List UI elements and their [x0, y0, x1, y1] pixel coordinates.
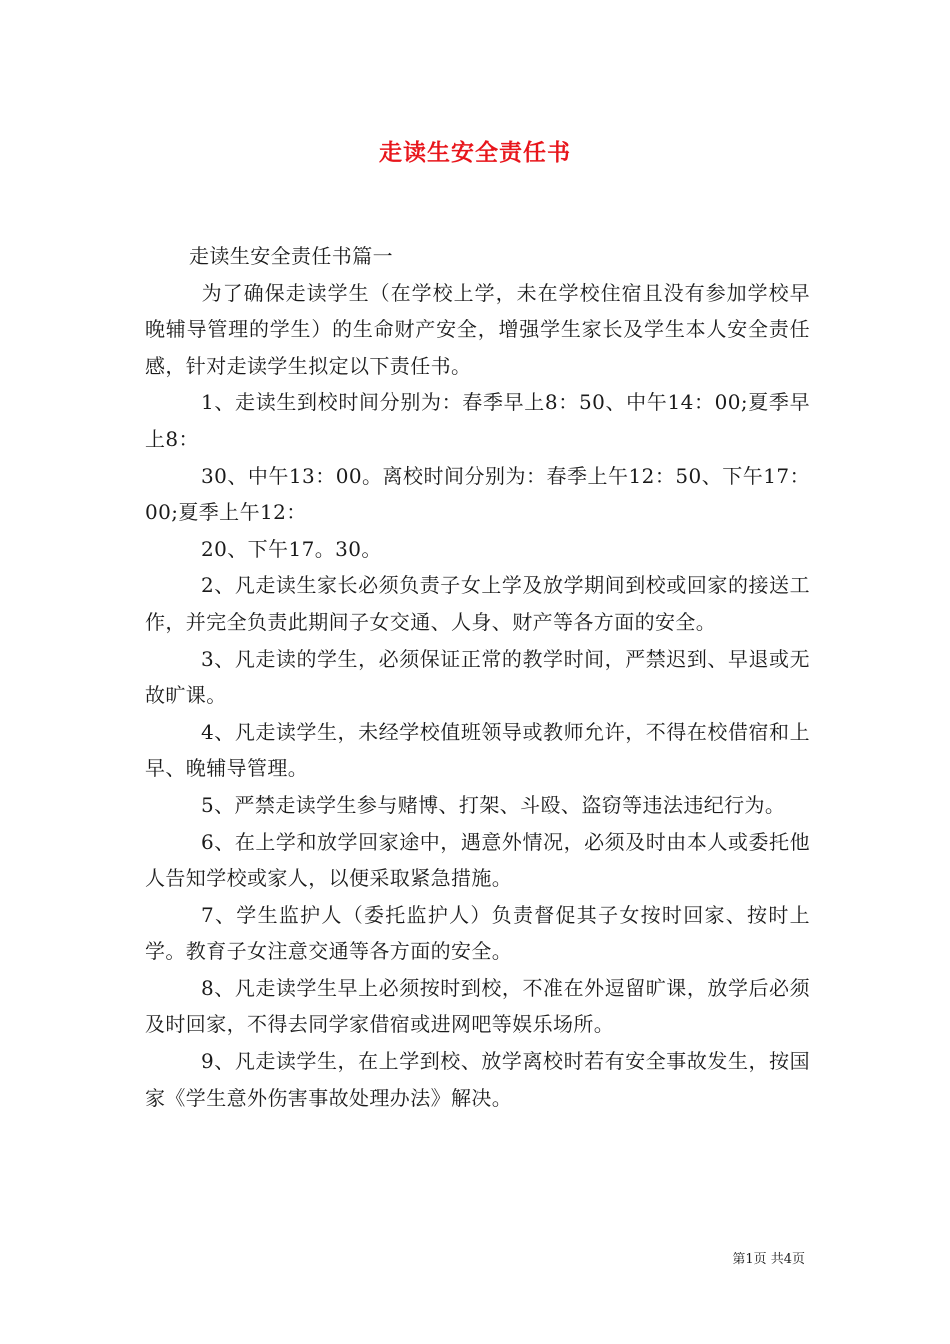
document-paragraph	[145, 275, 810, 385]
document-paragraph	[145, 567, 810, 640]
page-number-footer: 第1页 共4页	[732, 1252, 805, 1267]
paragraph-text: 9、凡走读学生，在上学到校、放学离校时若有安全事故发生，按国家《学生意外伤害事故处理办法》解决。	[145, 1049, 810, 1110]
paragraph-text: 1、走读生到校时间分别为：春季早上8：50、中午14：00;夏季早上8：	[145, 390, 810, 451]
paragraph-text: 7、学生监护人（委托监护人）负责督促其子女按时回家、按时上学。教育子女注意交通等各方面的安全。	[145, 902, 810, 964]
document-paragraph	[145, 531, 810, 568]
document-paragraph	[145, 384, 810, 457]
document-paragraph	[145, 458, 810, 531]
paragraph-text: 8、凡走读学生早上必须按时到校，不准在外逗留旷课，放学后必须及时回家，不得去同学家借宿或进网吧等娱乐场所。	[145, 975, 810, 1037]
paragraph-text: 3、凡走读的学生，必须保证正常的教学时间，严禁迟到、早退或无故旷课。	[145, 646, 810, 708]
document-body	[145, 238, 810, 1116]
paragraph-text: 30、中午13：00。离校时间分别为：春季上午12：50、下午17：00;夏季上午12：	[145, 463, 810, 525]
paragraph-text: 走读生安全责任书篇一	[189, 244, 393, 268]
document-paragraph	[145, 897, 810, 970]
paragraph-text: 5、严禁走读学生参与赌博、打架、斗殴、盗窃等违法违纪行为。	[201, 792, 786, 817]
document-paragraph	[145, 641, 810, 714]
paragraph-text: 为了确保走读学生（在学校上学，未在学校住宿且没有参加学校早晚辅导管理的学生）的生命财产安全，增强学生家长及学生本人安全责任感，针对走读学生拟定以下责任书。	[145, 280, 810, 378]
document-paragraph	[145, 714, 810, 787]
paragraph-text: 2、凡走读生家长必须负责子女上学及放学期间到校或回家的接送工作，并完全负责此期间子女交通、人身、财产等各方面的安全。	[145, 573, 810, 634]
document-paragraph	[145, 787, 810, 824]
document-paragraph	[145, 1043, 810, 1116]
document-paragraph	[145, 824, 810, 897]
paragraph-text: 20、下午17。30。	[201, 536, 382, 561]
paragraph-text: 6、在上学和放学回家途中，遇意外情况，必须及时由本人或委托他人告知学校或家人，以便采取紧急措施。	[145, 829, 810, 891]
document-paragraph	[145, 970, 810, 1043]
paragraph-text: 4、凡走读学生，未经学校值班领导或教师允许，不得在校借宿和上早、晚辅导管理。	[145, 719, 810, 781]
document-title: 走读生安全责任书	[379, 140, 571, 166]
document-paragraph	[145, 238, 810, 275]
